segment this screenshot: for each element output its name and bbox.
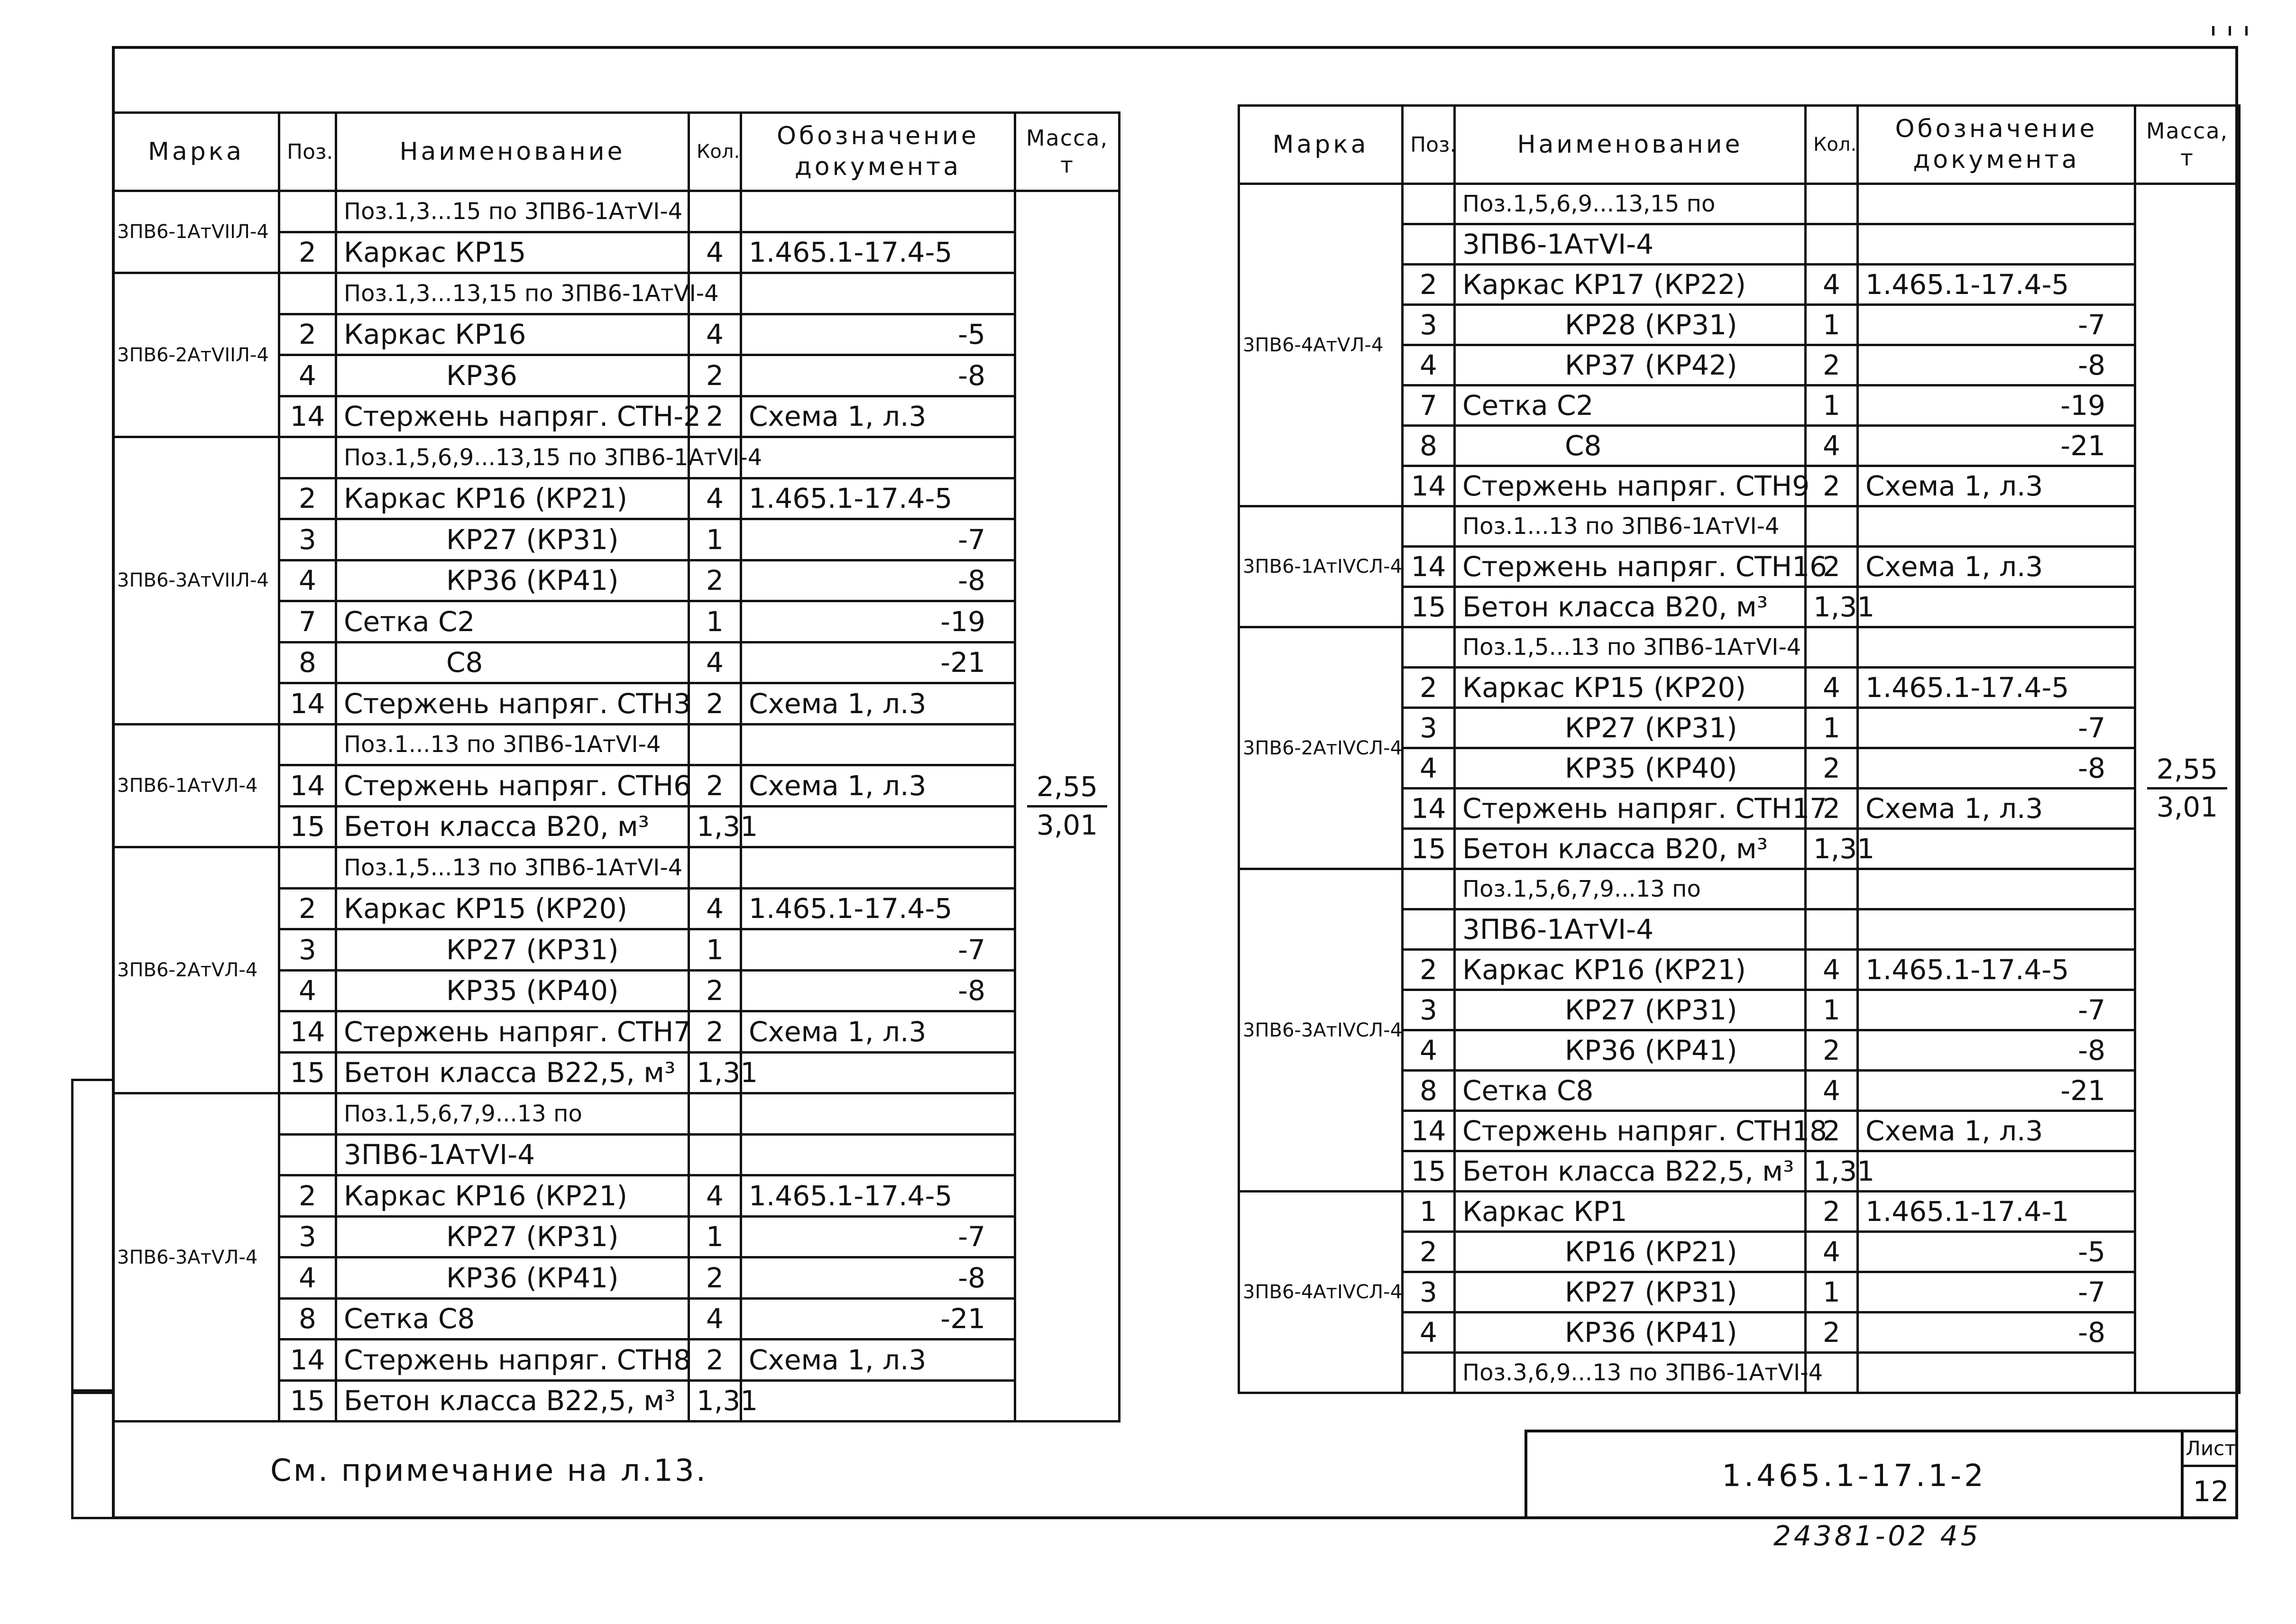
position-cell: 14: [279, 1340, 336, 1381]
document-cell: Схема 1, л.3: [741, 683, 1015, 725]
name-cell: Стержень напряг. СТН16: [1455, 547, 1806, 587]
marka-cell: 3ПВ6-2АтVЛ-4: [113, 847, 279, 1093]
table-row: [113, 273, 1120, 314]
position-cell: 14: [1403, 1111, 1455, 1151]
header-qty: Кол.: [1806, 106, 1858, 184]
title-block: [1525, 1430, 2238, 1519]
document-cell: 1.465.1-17.4-5: [741, 232, 1015, 273]
name-cell: Стержень напряг. СТН-2: [336, 396, 689, 437]
document-cell: 1.465.1-17.4-1: [1858, 1192, 2135, 1232]
document-cell: [741, 847, 1015, 889]
position-cell: 2: [1403, 950, 1455, 990]
quantity-cell: 2: [1806, 1312, 1858, 1353]
position-cell: 2: [279, 232, 336, 273]
name-cell: Каркас КР1: [1455, 1192, 1806, 1232]
name-cell: 3ПВ6-1АтVI-4: [336, 1134, 689, 1175]
document-cell: [1858, 184, 2135, 224]
header-name: Наименование: [1455, 106, 1806, 184]
position-cell: 14: [279, 683, 336, 725]
name-cell: КР36 (КР41): [1455, 1030, 1806, 1071]
position-cell: 15: [279, 1052, 336, 1093]
name-cell: 3ПВ6-1АтVI-4: [1455, 224, 1806, 265]
quantity-cell: 2: [689, 1257, 741, 1299]
document-cell: -7: [741, 1216, 1015, 1257]
quantity-cell: 2: [689, 560, 741, 601]
position-cell: 15: [279, 806, 336, 847]
quantity-cell: 4: [1806, 1071, 1858, 1111]
position-cell: 15: [1403, 587, 1455, 627]
quantity-cell: 2: [689, 683, 741, 725]
document-cell: [741, 191, 1015, 232]
quantity-cell: 1,31: [689, 1052, 741, 1093]
position-cell: 14: [279, 1011, 336, 1053]
quantity-cell: 4: [689, 314, 741, 355]
marka-cell: 3ПВ6-1АтIVСЛ-4: [1239, 506, 1403, 627]
name-cell: КР27 (КР31): [1455, 1272, 1806, 1312]
position-cell: [279, 437, 336, 478]
position-cell: 2: [279, 314, 336, 355]
quantity-cell: [689, 1134, 741, 1175]
document-cell: Схема 1, л.3: [1858, 789, 2135, 829]
marka-cell: 3ПВ6-1АтVЛ-4: [113, 724, 279, 847]
quantity-cell: 4: [689, 232, 741, 273]
document-cell: -5: [741, 314, 1015, 355]
position-cell: 2: [279, 1175, 336, 1217]
name-cell: КР36 (КР41): [336, 560, 689, 601]
quantity-cell: 4: [689, 478, 741, 519]
document-cell: -8: [1858, 1030, 2135, 1071]
footnote: См. примечание на л.13.: [270, 1453, 707, 1488]
name-cell: Каркас КР15 (КР20): [336, 888, 689, 929]
quantity-cell: 4: [689, 642, 741, 683]
position-cell: [1403, 224, 1455, 265]
mass-numerator: 2,55: [2147, 752, 2227, 789]
position-cell: 1: [1403, 1192, 1455, 1232]
quantity-cell: 2: [1806, 345, 1858, 385]
name-cell: Поз.1,5,6,9...13,15 по: [1455, 184, 1806, 224]
mass-denominator: 3,01: [1036, 808, 1098, 841]
name-cell: Бетон класса В22,5, м³: [336, 1052, 689, 1093]
position-cell: [279, 273, 336, 314]
document-cell: [1858, 506, 2135, 547]
mass-cell: [2135, 184, 2240, 1393]
document-cell: [741, 1380, 1015, 1422]
document-cell: -8: [741, 970, 1015, 1011]
mass-value: [2147, 752, 2227, 826]
name-cell: КР28 (КР31): [1455, 305, 1806, 345]
header-doc: Обозначение документа: [1858, 106, 2135, 184]
document-cell: Схема 1, л.3: [741, 1340, 1015, 1381]
quantity-cell: [1806, 909, 1858, 950]
name-cell: Сетка С2: [1455, 385, 1806, 426]
marka-cell: 3ПВ6-1АтVIIЛ-4: [113, 191, 279, 273]
quantity-cell: 1: [689, 519, 741, 560]
position-cell: [1403, 506, 1455, 547]
position-cell: 7: [1403, 385, 1455, 426]
quantity-cell: 2: [1806, 748, 1858, 789]
position-cell: [279, 1093, 336, 1135]
position-cell: 8: [1403, 426, 1455, 466]
quantity-cell: 1,31: [1806, 587, 1858, 627]
quantity-cell: 2: [689, 765, 741, 807]
position-cell: 14: [1403, 789, 1455, 829]
document-cell: -19: [741, 601, 1015, 642]
document-cell: [741, 437, 1015, 478]
document-cell: -5: [1858, 1232, 2135, 1272]
document-cell: -7: [741, 929, 1015, 971]
position-cell: 8: [279, 642, 336, 683]
header-pos: Поз.: [279, 113, 336, 191]
name-cell: Бетон класса В22,5, м³: [1455, 1151, 1806, 1192]
quantity-cell: 1: [1806, 990, 1858, 1030]
table-row: [113, 1093, 1120, 1135]
document-cell: [1858, 587, 2135, 627]
name-cell: Сетка С8: [336, 1298, 689, 1340]
document-cell: 1.465.1-17.4-5: [1858, 950, 2135, 990]
quantity-cell: [689, 1093, 741, 1135]
document-cell: -8: [741, 560, 1015, 601]
position-cell: 8: [1403, 1071, 1455, 1111]
quantity-cell: 2: [1806, 547, 1858, 587]
marka-cell: 3ПВ6-3АтIVСЛ-4: [1239, 869, 1403, 1192]
name-cell: Поз.1,3...13,15 по 3ПВ6-1АтVI-4: [336, 273, 689, 314]
document-cell: [1858, 909, 2135, 950]
quantity-cell: 2: [689, 1340, 741, 1381]
document-cell: -21: [741, 1298, 1015, 1340]
document-cell: -8: [741, 355, 1015, 396]
position-cell: 8: [279, 1298, 336, 1340]
position-cell: 2: [1403, 265, 1455, 305]
position-cell: 4: [1403, 1030, 1455, 1071]
position-cell: 3: [1403, 990, 1455, 1030]
position-cell: [1403, 627, 1455, 668]
position-cell: 3: [1403, 1272, 1455, 1312]
document-cell: Схема 1, л.3: [741, 1011, 1015, 1053]
name-cell: КР37 (КР42): [1455, 345, 1806, 385]
document-cell: -7: [1858, 708, 2135, 748]
document-cell: [1858, 1353, 2135, 1393]
name-cell: Стержень напряг. СТН8: [336, 1340, 689, 1381]
name-cell: Сетка С2: [336, 601, 689, 642]
position-cell: [279, 847, 336, 889]
document-cell: Схема 1, л.3: [1858, 547, 2135, 587]
name-cell: Каркас КР16 (КР21): [336, 1175, 689, 1217]
binding-margin-tab: [71, 1079, 115, 1392]
position-cell: [1403, 1353, 1455, 1393]
mass-cell: [1015, 191, 1120, 1422]
position-cell: [1403, 869, 1455, 909]
position-cell: [1403, 909, 1455, 950]
corner-tick: [2212, 26, 2214, 36]
quantity-cell: 2: [1806, 1030, 1858, 1071]
quantity-cell: [689, 724, 741, 765]
header-name: Наименование: [336, 113, 689, 191]
position-cell: 15: [1403, 829, 1455, 869]
position-cell: 15: [1403, 1151, 1455, 1192]
position-cell: 14: [1403, 466, 1455, 506]
quantity-cell: 1: [689, 929, 741, 971]
document-cell: [741, 1052, 1015, 1093]
document-cell: [1858, 627, 2135, 668]
document-cell: Схема 1, л.3: [741, 765, 1015, 807]
quantity-cell: 4: [1806, 1232, 1858, 1272]
table-row: [113, 191, 1120, 232]
name-cell: Поз.1,5...13 по 3ПВ6-1АтVI-4: [336, 847, 689, 889]
document-cell: [741, 1134, 1015, 1175]
marka-cell: 3ПВ6-2АтIVСЛ-4: [1239, 627, 1403, 869]
header-marka: Марка: [1239, 106, 1403, 184]
marka-cell: 3ПВ6-3АтVIIЛ-4: [113, 437, 279, 725]
name-cell: Каркас КР15 (КР20): [1455, 668, 1806, 708]
quantity-cell: 1,31: [689, 1380, 741, 1422]
name-cell: Каркас КР16 (КР21): [1455, 950, 1806, 990]
position-cell: 3: [279, 929, 336, 971]
marka-cell: 3ПВ6-4АтIVСЛ-4: [1239, 1192, 1403, 1393]
name-cell: КР36: [336, 355, 689, 396]
table-row: [113, 847, 1120, 889]
quantity-cell: 4: [689, 1175, 741, 1217]
position-cell: 2: [279, 888, 336, 929]
name-cell: Стержень напряг. СТН7: [336, 1011, 689, 1053]
name-cell: Каркас КР15: [336, 232, 689, 273]
marka-cell: 3ПВ6-2АтVIIЛ-4: [113, 273, 279, 437]
position-cell: [1403, 184, 1455, 224]
quantity-cell: 1: [1806, 385, 1858, 426]
position-cell: 4: [1403, 1312, 1455, 1353]
name-cell: Поз.1...13 по 3ПВ6-1АтVI-4: [336, 724, 689, 765]
position-cell: 4: [279, 355, 336, 396]
document-cell: [741, 273, 1015, 314]
document-cell: 1.465.1-17.4-5: [1858, 265, 2135, 305]
position-cell: 4: [1403, 748, 1455, 789]
name-cell: Каркас КР17 (КР22): [1455, 265, 1806, 305]
quantity-cell: 2: [1806, 466, 1858, 506]
mass-denominator: 3,01: [2156, 791, 2218, 823]
header-pos: Поз.: [1403, 106, 1455, 184]
document-cell: -21: [1858, 1071, 2135, 1111]
document-cell: -7: [741, 519, 1015, 560]
document-cell: Схема 1, л.3: [1858, 1111, 2135, 1151]
position-cell: 4: [279, 1257, 336, 1299]
document-cell: [1858, 829, 2135, 869]
table-row: [1239, 1192, 2240, 1232]
table-row: [1239, 627, 2240, 668]
document-cell: -19: [1858, 385, 2135, 426]
name-cell: Бетон класса В22,5, м³: [336, 1380, 689, 1422]
position-cell: 3: [1403, 708, 1455, 748]
name-cell: Поз.3,6,9...13 по 3ПВ6-1АтVI-4: [1455, 1353, 1806, 1393]
name-cell: С8: [1455, 426, 1806, 466]
name-cell: Бетон класса В20, м³: [1455, 829, 1806, 869]
table-row: [113, 724, 1120, 765]
quantity-cell: [689, 191, 741, 232]
marka-cell: 3ПВ6-4АтVЛ-4: [1239, 184, 1403, 506]
quantity-cell: 4: [1806, 265, 1858, 305]
position-cell: 14: [279, 396, 336, 437]
document-cell: -7: [1858, 1272, 2135, 1312]
document-cell: -8: [1858, 748, 2135, 789]
quantity-cell: 1,31: [1806, 829, 1858, 869]
document-cell: -21: [1858, 426, 2135, 466]
position-cell: 3: [1403, 305, 1455, 345]
document-cell: -21: [741, 642, 1015, 683]
quantity-cell: 4: [689, 1298, 741, 1340]
name-cell: КР27 (КР31): [1455, 990, 1806, 1030]
name-cell: КР16 (КР21): [1455, 1232, 1806, 1272]
document-cell: Схема 1, л.3: [1858, 466, 2135, 506]
corner-tick: [2245, 26, 2248, 36]
name-cell: Стержень напряг. СТН18: [1455, 1111, 1806, 1151]
quantity-cell: [1806, 184, 1858, 224]
header-marka: Марка: [113, 113, 279, 191]
name-cell: Сетка С8: [1455, 1071, 1806, 1111]
quantity-cell: [1806, 869, 1858, 909]
document-cell: -7: [1858, 990, 2135, 1030]
mass-numerator: 2,55: [1027, 769, 1107, 807]
position-cell: [279, 191, 336, 232]
name-cell: Стержень напряг. СТН9: [1455, 466, 1806, 506]
name-cell: КР27 (КР31): [336, 1216, 689, 1257]
quantity-cell: 2: [689, 970, 741, 1011]
document-cell: 1.465.1-17.4-5: [741, 1175, 1015, 1217]
document-code: 1.465.1-17.1-2: [1722, 1458, 1986, 1494]
name-cell: Поз.1,3...15 по 3ПВ6-1АтVI-4: [336, 191, 689, 232]
quantity-cell: 1: [689, 1216, 741, 1257]
header-mass: Масса, т: [2135, 106, 2240, 184]
binding-margin-tab-lower: [71, 1392, 115, 1519]
archive-number: 24381-02 45: [1773, 1520, 1981, 1552]
document-cell: [741, 724, 1015, 765]
quantity-cell: 1: [1806, 708, 1858, 748]
quantity-cell: 1: [1806, 1272, 1858, 1312]
document-cell: [1858, 224, 2135, 265]
name-cell: КР36 (КР41): [1455, 1312, 1806, 1353]
quantity-cell: 1,31: [689, 806, 741, 847]
document-cell: [741, 806, 1015, 847]
position-cell: 3: [279, 519, 336, 560]
corner-tick: [2229, 26, 2231, 36]
sheet-label: Лист: [2184, 1432, 2238, 1467]
marka-cell: 3ПВ6-3АтVЛ-4: [113, 1093, 279, 1422]
quantity-cell: 2: [1806, 1192, 1858, 1232]
quantity-cell: [1806, 627, 1858, 668]
name-cell: Поз.1,5,6,7,9...13 по: [1455, 869, 1806, 909]
header-doc: Обозначение документа: [741, 113, 1015, 191]
name-cell: Поз.1,5...13 по 3ПВ6-1АтVI-4: [1455, 627, 1806, 668]
name-cell: Бетон класса В20, м³: [336, 806, 689, 847]
name-cell: Поз.1,5,6,9...13,15 по 3ПВ6-1АтVI-4: [336, 437, 689, 478]
name-cell: Каркас КР16: [336, 314, 689, 355]
quantity-cell: [1806, 506, 1858, 547]
table-row: [1239, 869, 2240, 909]
quantity-cell: 2: [1806, 789, 1858, 829]
quantity-cell: 2: [689, 396, 741, 437]
position-cell: 2: [1403, 668, 1455, 708]
quantity-cell: 1: [1806, 305, 1858, 345]
name-cell: КР35 (КР40): [1455, 748, 1806, 789]
position-cell: 15: [279, 1380, 336, 1422]
name-cell: Поз.1,5,6,7,9...13 по: [336, 1093, 689, 1135]
position-cell: 14: [1403, 547, 1455, 587]
name-cell: КР35 (КР40): [336, 970, 689, 1011]
position-cell: 4: [1403, 345, 1455, 385]
name-cell: Стержень напряг. СТН17: [1455, 789, 1806, 829]
quantity-cell: 2: [689, 355, 741, 396]
document-cell: 1.465.1-17.4-5: [741, 478, 1015, 519]
position-cell: 7: [279, 601, 336, 642]
sheet-box: [2181, 1432, 2238, 1519]
quantity-cell: 4: [1806, 426, 1858, 466]
position-cell: [279, 1134, 336, 1175]
name-cell: 3ПВ6-1АтVI-4: [1455, 909, 1806, 950]
position-cell: 3: [279, 1216, 336, 1257]
quantity-cell: 2: [689, 1011, 741, 1053]
table-row: [113, 437, 1120, 478]
name-cell: Поз.1...13 по 3ПВ6-1АтVI-4: [1455, 506, 1806, 547]
name-cell: КР27 (КР31): [336, 929, 689, 971]
sheet-number: 12: [2193, 1475, 2229, 1508]
document-cell: -8: [741, 1257, 1015, 1299]
document-cell: [741, 1093, 1015, 1135]
position-cell: 2: [279, 478, 336, 519]
document-cell: 1.465.1-17.4-5: [741, 888, 1015, 929]
position-cell: 14: [279, 765, 336, 807]
position-cell: 4: [279, 970, 336, 1011]
name-cell: Стержень напряг. СТН6: [336, 765, 689, 807]
document-cell: Схема 1, л.3: [741, 396, 1015, 437]
document-cell: [1858, 1151, 2135, 1192]
document-cell: [1858, 869, 2135, 909]
name-cell: КР36 (КР41): [336, 1257, 689, 1299]
position-cell: 4: [279, 560, 336, 601]
quantity-cell: 4: [1806, 950, 1858, 990]
quantity-cell: [689, 847, 741, 889]
document-cell: -8: [1858, 345, 2135, 385]
specification-table-right: [1238, 104, 2241, 1394]
document-cell: -8: [1858, 1312, 2135, 1353]
header-mass: Масса, т: [1015, 113, 1120, 191]
document-cell: 1.465.1-17.4-5: [1858, 668, 2135, 708]
name-cell: Каркас КР16 (КР21): [336, 478, 689, 519]
quantity-cell: 4: [689, 888, 741, 929]
quantity-cell: 1: [689, 601, 741, 642]
name-cell: С8: [336, 642, 689, 683]
table-row: [1239, 506, 2240, 547]
name-cell: Бетон класса В20, м³: [1455, 587, 1806, 627]
quantity-cell: 1,31: [1806, 1151, 1858, 1192]
header-qty: Кол.: [689, 113, 741, 191]
specification-table-left: [112, 111, 1120, 1422]
quantity-cell: 2: [1806, 1111, 1858, 1151]
quantity-cell: [1806, 224, 1858, 265]
name-cell: Стержень напряг. СТН3: [336, 683, 689, 725]
table-row: [1239, 184, 2240, 224]
name-cell: КР27 (КР31): [336, 519, 689, 560]
quantity-cell: 4: [1806, 668, 1858, 708]
position-cell: [279, 724, 336, 765]
position-cell: 2: [1403, 1232, 1455, 1272]
mass-value: [1027, 769, 1107, 843]
document-cell: -7: [1858, 305, 2135, 345]
name-cell: КР27 (КР31): [1455, 708, 1806, 748]
